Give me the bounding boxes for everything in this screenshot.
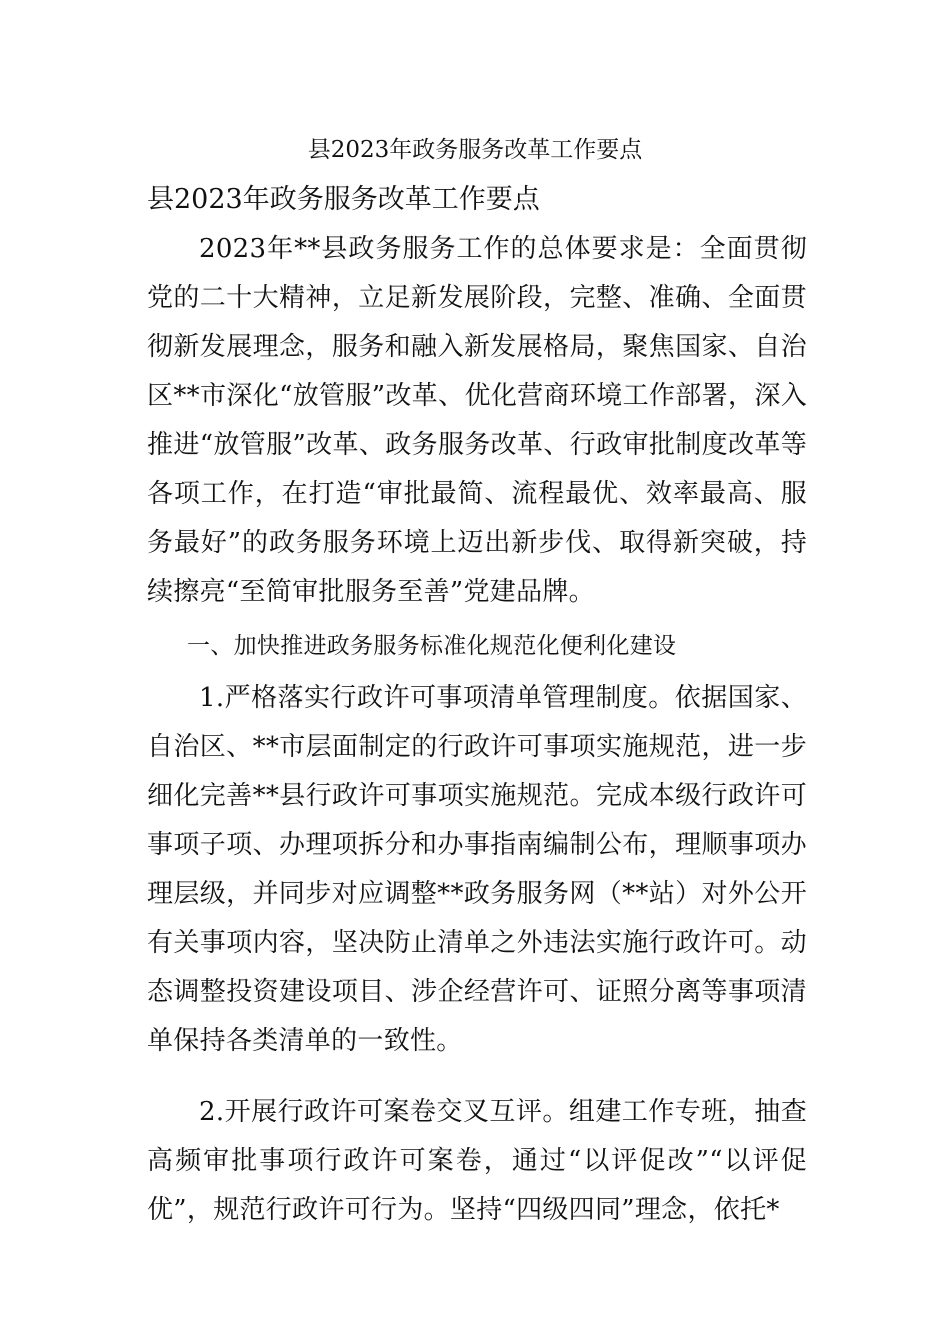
document-title: 县2023年政务服务改革工作要点 <box>307 137 643 163</box>
document-subtitle: 县2023年政务服务改革工作要点 <box>147 184 540 215</box>
item-1-paragraph: 1.严格落实行政许可事项清单管理制度。依据国家、自治区、**市层面制定的行政许可事项实施规范，进一步细化完善**县行政许可事项实施规范。完成本级行政许可事项子项、办理项拆分和办事指南编制公布，理顺事项办理层级，并同步对应调整**政务服务网（**站）对外公开有关事项内容，坚决防止清单之外违法实施行政许可。动态调整投资建设项目、涉企经营许可、证照分离等事项清单保持各类清单的一致性。 <box>147 683 807 1056</box>
intro-paragraph: 2023年**县政务服务工作的总体要求是：全面贯彻党的二十大精神，立足新发展阶段，完整、准确、全面贯彻新发展理念，服务和融入新发展格局，聚焦国家、自治区**市深化“放管服”改革、优化营商环境工作部署，深入推进“放管服”改革、政务服务改革、行政审批制度改革等各项工作，在打造“审批最简、流程最优、效率最高、服务最好”的政务服务环境上迈出新步伐、取得新突破，持续擦亮“至简审批服务至善”党建品牌。 <box>147 234 807 607</box>
item-2-paragraph: 2.开展行政许可案卷交叉互评。组建工作专班，抽查高频审批事项行政许可案卷，通过“以评促改”“以评促优”，规范行政许可行为。坚持“四级四同”理念，依托* <box>147 1097 807 1225</box>
section-heading: 一、加快推进政务服务标准化规范化便利化建设 <box>187 633 677 659</box>
